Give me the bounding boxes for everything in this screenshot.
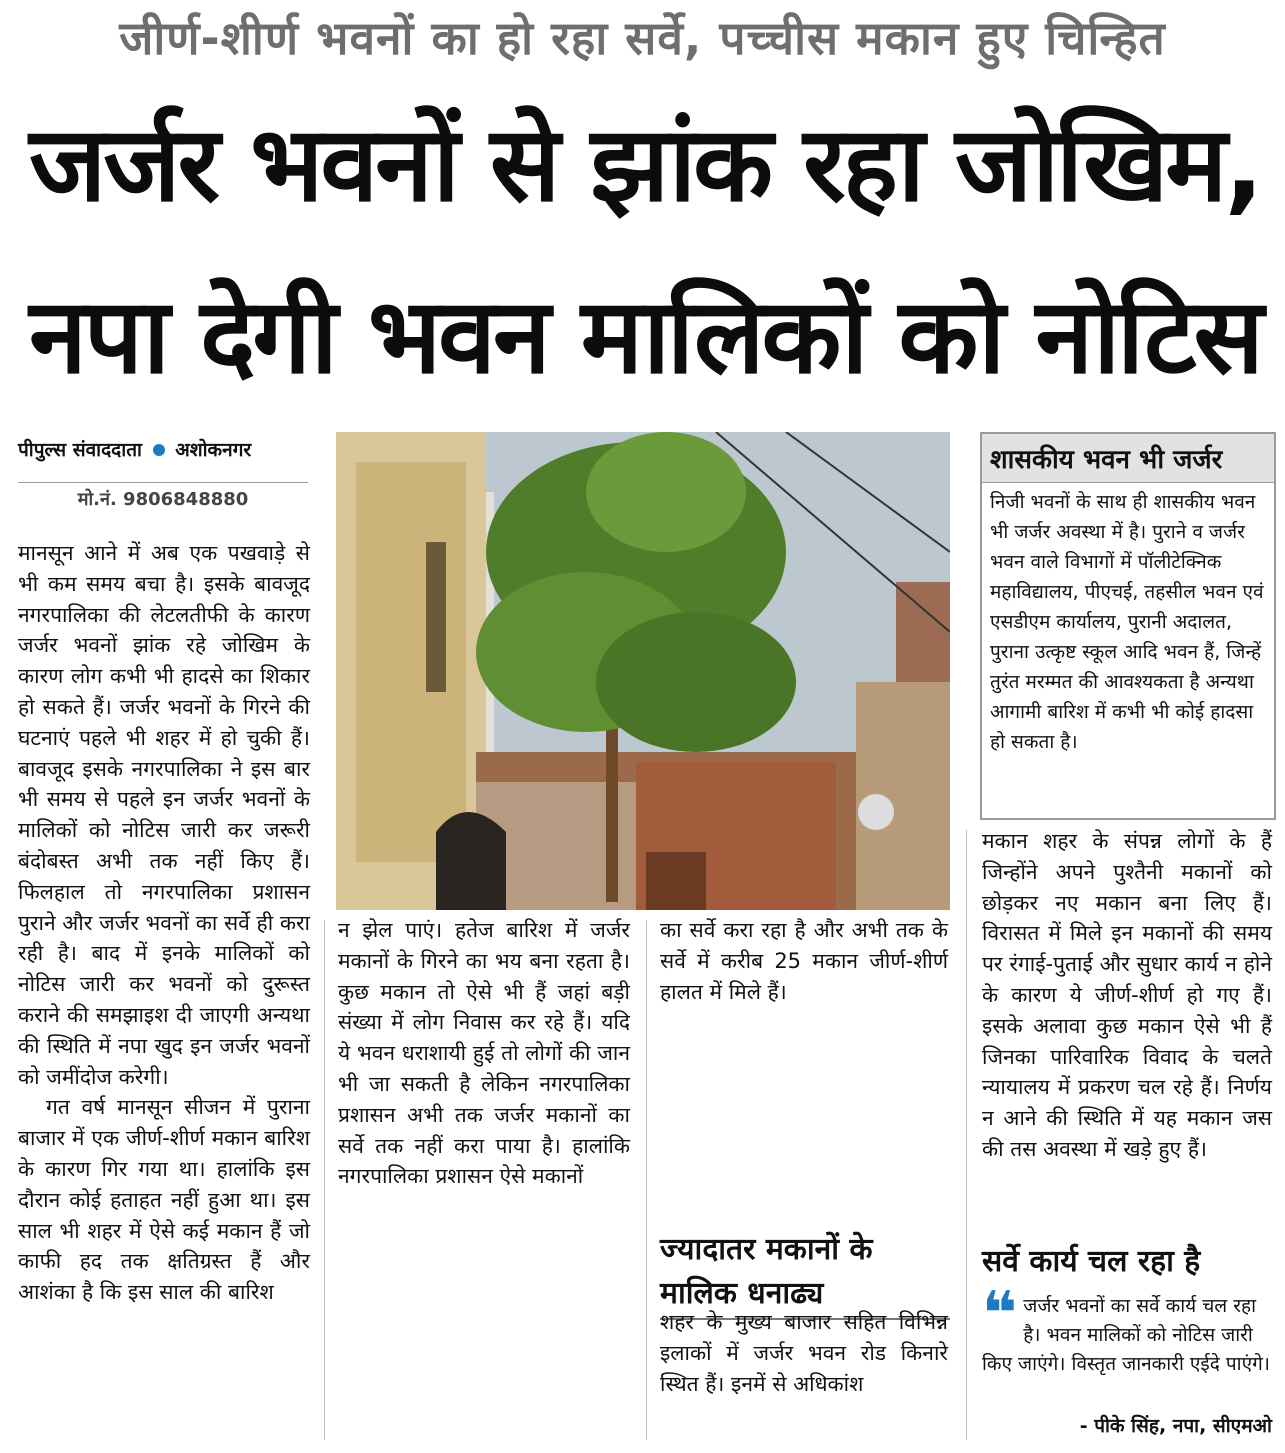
column-divider: [966, 830, 967, 1440]
sidebar-box-government-buildings: [980, 432, 1276, 820]
article-paragraph: मानसून आने में अब एक पखवाड़े से भी कम समय बचा है। इसके बावजूद नगरपालिका की लेटलतीफी के कारण जर्जर भवनों झांक रहे जोखिम के कारण लोग कभी भी हादसे का शिकार हो सकते हैं। जर्जर भवनों के गिरने की घटनाएं पहले भी शहर में हो चुकी हैं। बावजूद इसके नगरपालिका ने इस बार भी समय से पहले इन जर्जर भवनों के मालिकों को नोटिस जारी कर जरूरी बंदोबस्त अभी तक नहीं किए हैं। फिलहाल तो नगरपालिका प्रशासन पुराने और जर्जर भवनों का सर्वे ही करा रही है। बाद में इनके मालिकों को नोटिस जारी कर भवनों को दुरूस्त कराने की समझाइश दी जाएगी अन्यथा की स्थिति में नपा खुद इन जर्जर भवनों को जमींदोज करेगी।: [18, 541, 310, 1089]
article-paragraph: मकान शहर के संपन्न लोगों के हैं जिन्होंने अपने पुश्तैनी मकानों को छोड़कर नए मकान बना लिए हैं। विरासत में मिले इन मकानों की समय पर रंगाई-पुताई और सुधार कार्य न होने के कारण ये जीर्ण-शीर्ण हो गए हैं। इसके अलावा कुछ मकान ऐसे भी हैं जिनका पारिवारिक विवाद के चलते न्यायालय में प्रकरण चल रहे हैं। निर्णय न आने की स्थिति में यह मकान जस की तस अवस्था में खड़े हुए हैं।: [982, 829, 1272, 1161]
subheading-owners-wealthy: ज्यादातर मकानों के मालिक धनाढ्य: [660, 1228, 950, 1320]
article-column-3-continued: [660, 1307, 948, 1399]
column-divider: [646, 920, 647, 1440]
bullet-dot-icon: [153, 444, 165, 456]
article-column-4: [982, 826, 1272, 1165]
quote-mark-icon: ❝: [982, 1279, 1018, 1349]
byline: [18, 436, 308, 462]
article-column-2: [338, 915, 630, 1192]
reporter-name: पीपुल्स संवाददाता: [18, 439, 142, 461]
article-paragraph: न झेल पाएं। हतेज बारिश में जर्जर मकानों के गिरने का भय बना रहता है। कुछ मकान तो ऐसे भी हैं जहां बड़ी संख्या में लोग निवास कर रहे हैं। यदि ये भवन धराशायी हुई तो लोगों की जान भी जा सकती है लेकिन नगरपालिका प्रशासन अभी तक जर्जर मकानों का सर्वे तक नहीं करा पाया है। हालांकि नगरपालिका प्रशासन ऐसे मकानों: [338, 918, 630, 1189]
kicker-headline: जीर्ण-शीर्ण भवनों का हो रहा सर्वे, पच्चीस मकान हुए चिन्हित: [119, 11, 1166, 65]
article-paragraph: गत वर्ष मानसून सीजन में पुराना बाजार में एक जीर्ण-शीर्ण मकान बारिश के कारण गिर गया था। हालांकि इस दौरान कोई हताहत नहीं हुआ था। इस साल भी शहर में ऐसे कई मकान हैं जो काफी हद तक क्षतिग्रस्त हैं और आशंका है कि इस साल की बारिश: [18, 1095, 310, 1305]
official-quote: [982, 1279, 1272, 1379]
article-paragraph: का सर्वे करा रहा है और अभी तक के सर्वे में करीब 25 मकान जीर्ण-शीर्ण हालत में मिले हैं।: [660, 918, 948, 1004]
column-divider: [324, 920, 325, 1440]
article-paragraph: शहर के मुख्य बाजार सहित विभिन्न इलाकों में जर्जर भवन रोड किनारे स्थित हैं। इनमें से अधिकांश: [660, 1310, 948, 1396]
quote-heading: सर्वे कार्य चल रहा है: [982, 1244, 1201, 1279]
main-headline-line2: नपा देगी भवन मालिकों को नोटिस: [29, 275, 1261, 397]
sidebar-box-title: शासकीय भवन भी जर्जर: [982, 434, 1274, 483]
article-column-3: [660, 915, 948, 1007]
news-photo-dilapidated-building: [336, 432, 950, 910]
article-column-1: [18, 538, 310, 1308]
sidebar-box-text: निजी भवनों के साथ ही शासकीय भवन भी जर्जर अवस्था में है। पुराने व जर्जर भवन वाले विभागों में पॉलीटेक्निक महाविद्यालय, पीएचई, तहसील भवन एवं एसडीएम कार्यालय, पुरानी अदालत, पुराना उत्कृष्ट स्कूल आदि भवन हैं, जिन्हें तुरंत मरम्मत की आवश्यकता है अन्यथा आगामी बारिश में कभी भी कोई हादसा हो सकता है।: [990, 491, 1264, 753]
reporter-mobile: मो.नं. 9806848880: [18, 482, 308, 511]
quote-attribution: - पीके सिंह, नपा, सीएमओ: [1079, 1415, 1272, 1437]
quote-text: जर्जर भवनों का सर्वे कार्य चल रहा है। भवन मालिकों को नोटिस जारी किए जाएंगे। विस्तृत जानकारी एईदे पाएंगे।: [982, 1295, 1270, 1375]
photo-illustration: [336, 432, 950, 910]
main-headline-line1: जर्जर भवनों से झांक रहा जोखिम,: [29, 103, 1261, 225]
dateline-place: अशोकनगर: [175, 439, 252, 461]
